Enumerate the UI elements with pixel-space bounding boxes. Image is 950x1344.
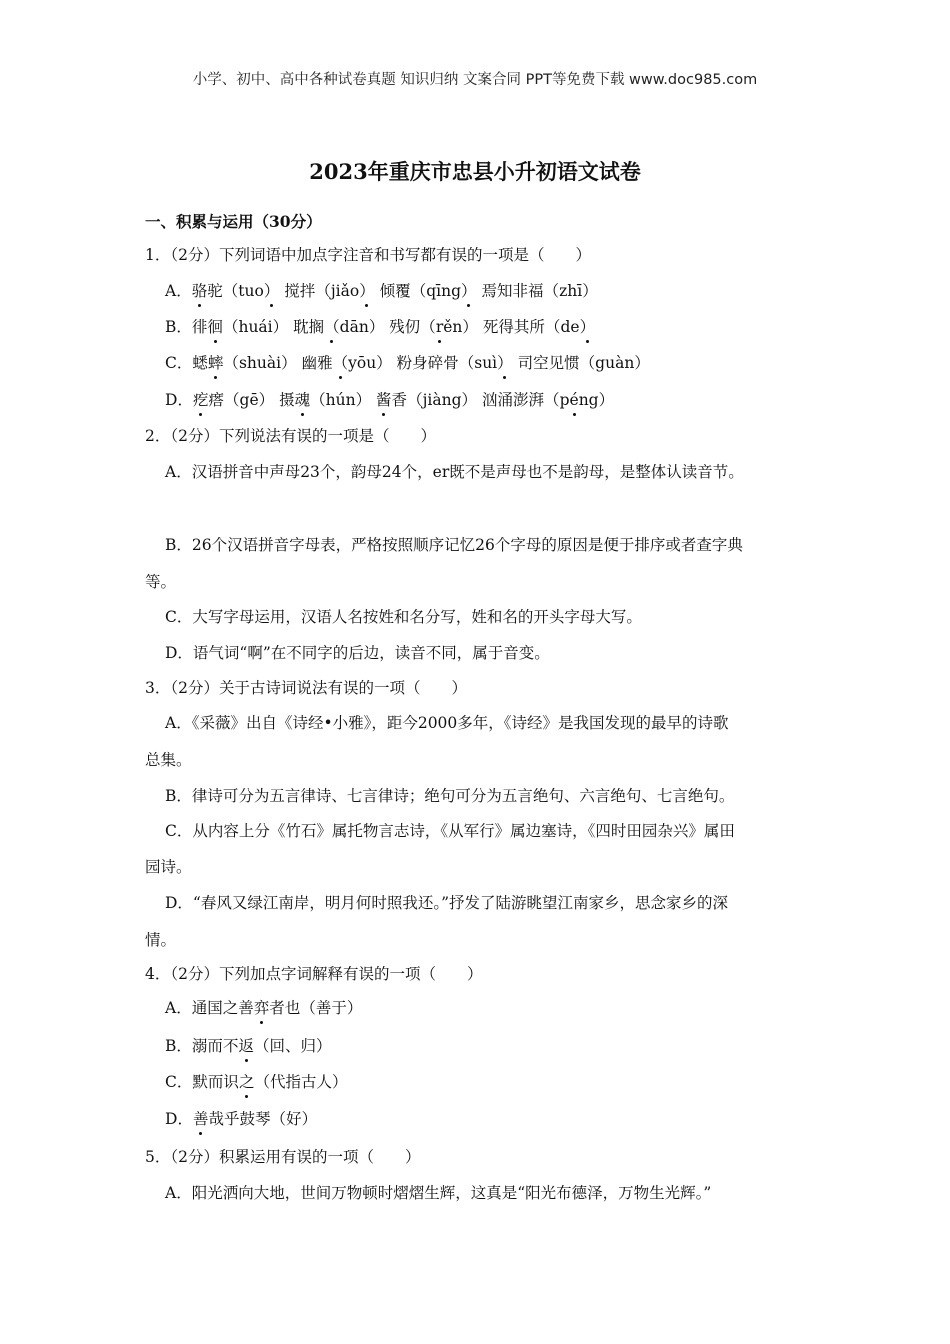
- emphasis-dot-char: ）: [359, 282, 375, 300]
- q2-option-a: A．汉语拼音中声母23个，韵母24个，er既不是声母也不是韵母，是整体认读音节。: [165, 463, 744, 481]
- emphasis-dot-char: 徊: [207, 318, 223, 336]
- q2-option-d: D．语气词“啊”在不同字的后边，读音不同，属于音变。: [165, 644, 550, 662]
- emphasis-dot-char: 善: [192, 1110, 209, 1128]
- q2-option-c: C．大写字母运用，汉语人名按姓和名分写，姓和名的开头字母大写。: [165, 608, 642, 626]
- emphasis-dot-char: ）: [461, 282, 477, 300]
- emphasis-dot-char: é: [569, 391, 579, 409]
- q2-stem: 2．（2分）下列说法有误的一项是（ ）: [145, 427, 436, 445]
- q1-stem: 1．（2分）下列词语中加点字注音和书写都有误的一项是（ ）: [145, 246, 591, 264]
- emphasis-dot-char: 酱: [376, 391, 392, 409]
- q3-stem: 3．（2分）关于古诗词说法有误的一项（ ）: [145, 679, 467, 697]
- q2-option-b-cont: 等。: [145, 573, 177, 591]
- emphasis-dot-char: ）: [497, 354, 513, 372]
- emphasis-dot-char: 魂: [294, 391, 311, 409]
- page-header: 小学、初中、高中各种试卷真题 知识归纳 文案合同 PPT等免费下载 www.doc985.com: [192, 72, 758, 88]
- q1-option-a: A．骆驼（tuo） 搅拌（jiǎo） 倾覆（qīng） 焉知非福（zhī）: [165, 282, 598, 300]
- emphasis-dot-char: ）: [579, 318, 596, 336]
- q1-option-c: C．蟋蟀（shuài） 幽雅（yōu） 粉身碎骨（suì） 司空见惯（guàn）: [165, 354, 650, 372]
- q3-option-d: D．“春风又绿江南岸，明月何时照我还。”抒发了陆游眺望江南家乡，思念家乡的深: [165, 894, 729, 912]
- emphasis-dot-char: （: [332, 354, 349, 372]
- emphasis-dot-char: 弈: [253, 999, 270, 1017]
- emphasis-dot-char: （: [324, 318, 340, 336]
- q3-option-b: B．律诗可分为五言律诗、七言律诗；绝句可分为五言绝句、六言绝句、七言绝句。: [165, 787, 735, 805]
- emphasis-dot-char: 蟀: [207, 354, 224, 372]
- q5-option-a: A．阳光洒向大地，世间万物顿时熠熠生辉，这真是“阳光布德泽，万物生光辉。”: [165, 1184, 712, 1202]
- q4-option-c: C．默而识之（代指古人）: [165, 1073, 348, 1091]
- q4-stem: 4．（2分）下列加点字词解释有误的一项（ ）: [145, 965, 483, 983]
- q3-option-d-cont: 情。: [145, 931, 177, 949]
- q4-option-d: D．善哉乎鼓琴（好）: [165, 1110, 318, 1128]
- exam-title: 2023年重庆市忠县小升初语文试卷: [309, 159, 641, 184]
- q2-option-b: B．26个汉语拼音字母表，严格按照顺序记忆26个字母的原因是便于排序或者查字典: [165, 536, 743, 554]
- emphasis-dot-char: r: [435, 318, 444, 336]
- q1-option-d: D．疙瘩（gē） 摄魂（hún） 酱香（jiàng） 汹涌澎湃（péng）: [165, 391, 615, 409]
- emphasis-dot-char: 骆: [191, 282, 208, 300]
- emphasis-dot-char: 之: [238, 1073, 255, 1091]
- q3-option-c-cont: 园诗。: [145, 858, 192, 876]
- q4-option-b: B．溺而不返（回、归）: [165, 1037, 332, 1055]
- q3-option-a: A．《采薇》出自《诗经•小雅》，距今2000多年，《诗经》是我国发现的最早的诗歌: [165, 714, 729, 732]
- q3-option-a-cont: 总集。: [145, 751, 192, 769]
- q3-option-c: C．从内容上分《竹石》属托物言志诗，《从军行》属边塞诗，《四时田园杂兴》属田: [165, 822, 735, 840]
- q4-option-a: A．通国之善弈者也（善于）: [165, 999, 363, 1017]
- emphasis-dot-char: ）: [263, 282, 280, 300]
- q1-option-b: B．徘徊（huái） 耽搁（dān） 残仞（rěn） 死得其所（de）: [165, 318, 596, 336]
- emphasis-dot-char: 疙: [192, 391, 209, 409]
- emphasis-dot-char: 返: [238, 1037, 254, 1055]
- q5-stem: 5．（2分）积累运用有误的一项（ ）: [145, 1148, 421, 1166]
- section-heading: 一、积累与运用（30分）: [145, 212, 322, 231]
